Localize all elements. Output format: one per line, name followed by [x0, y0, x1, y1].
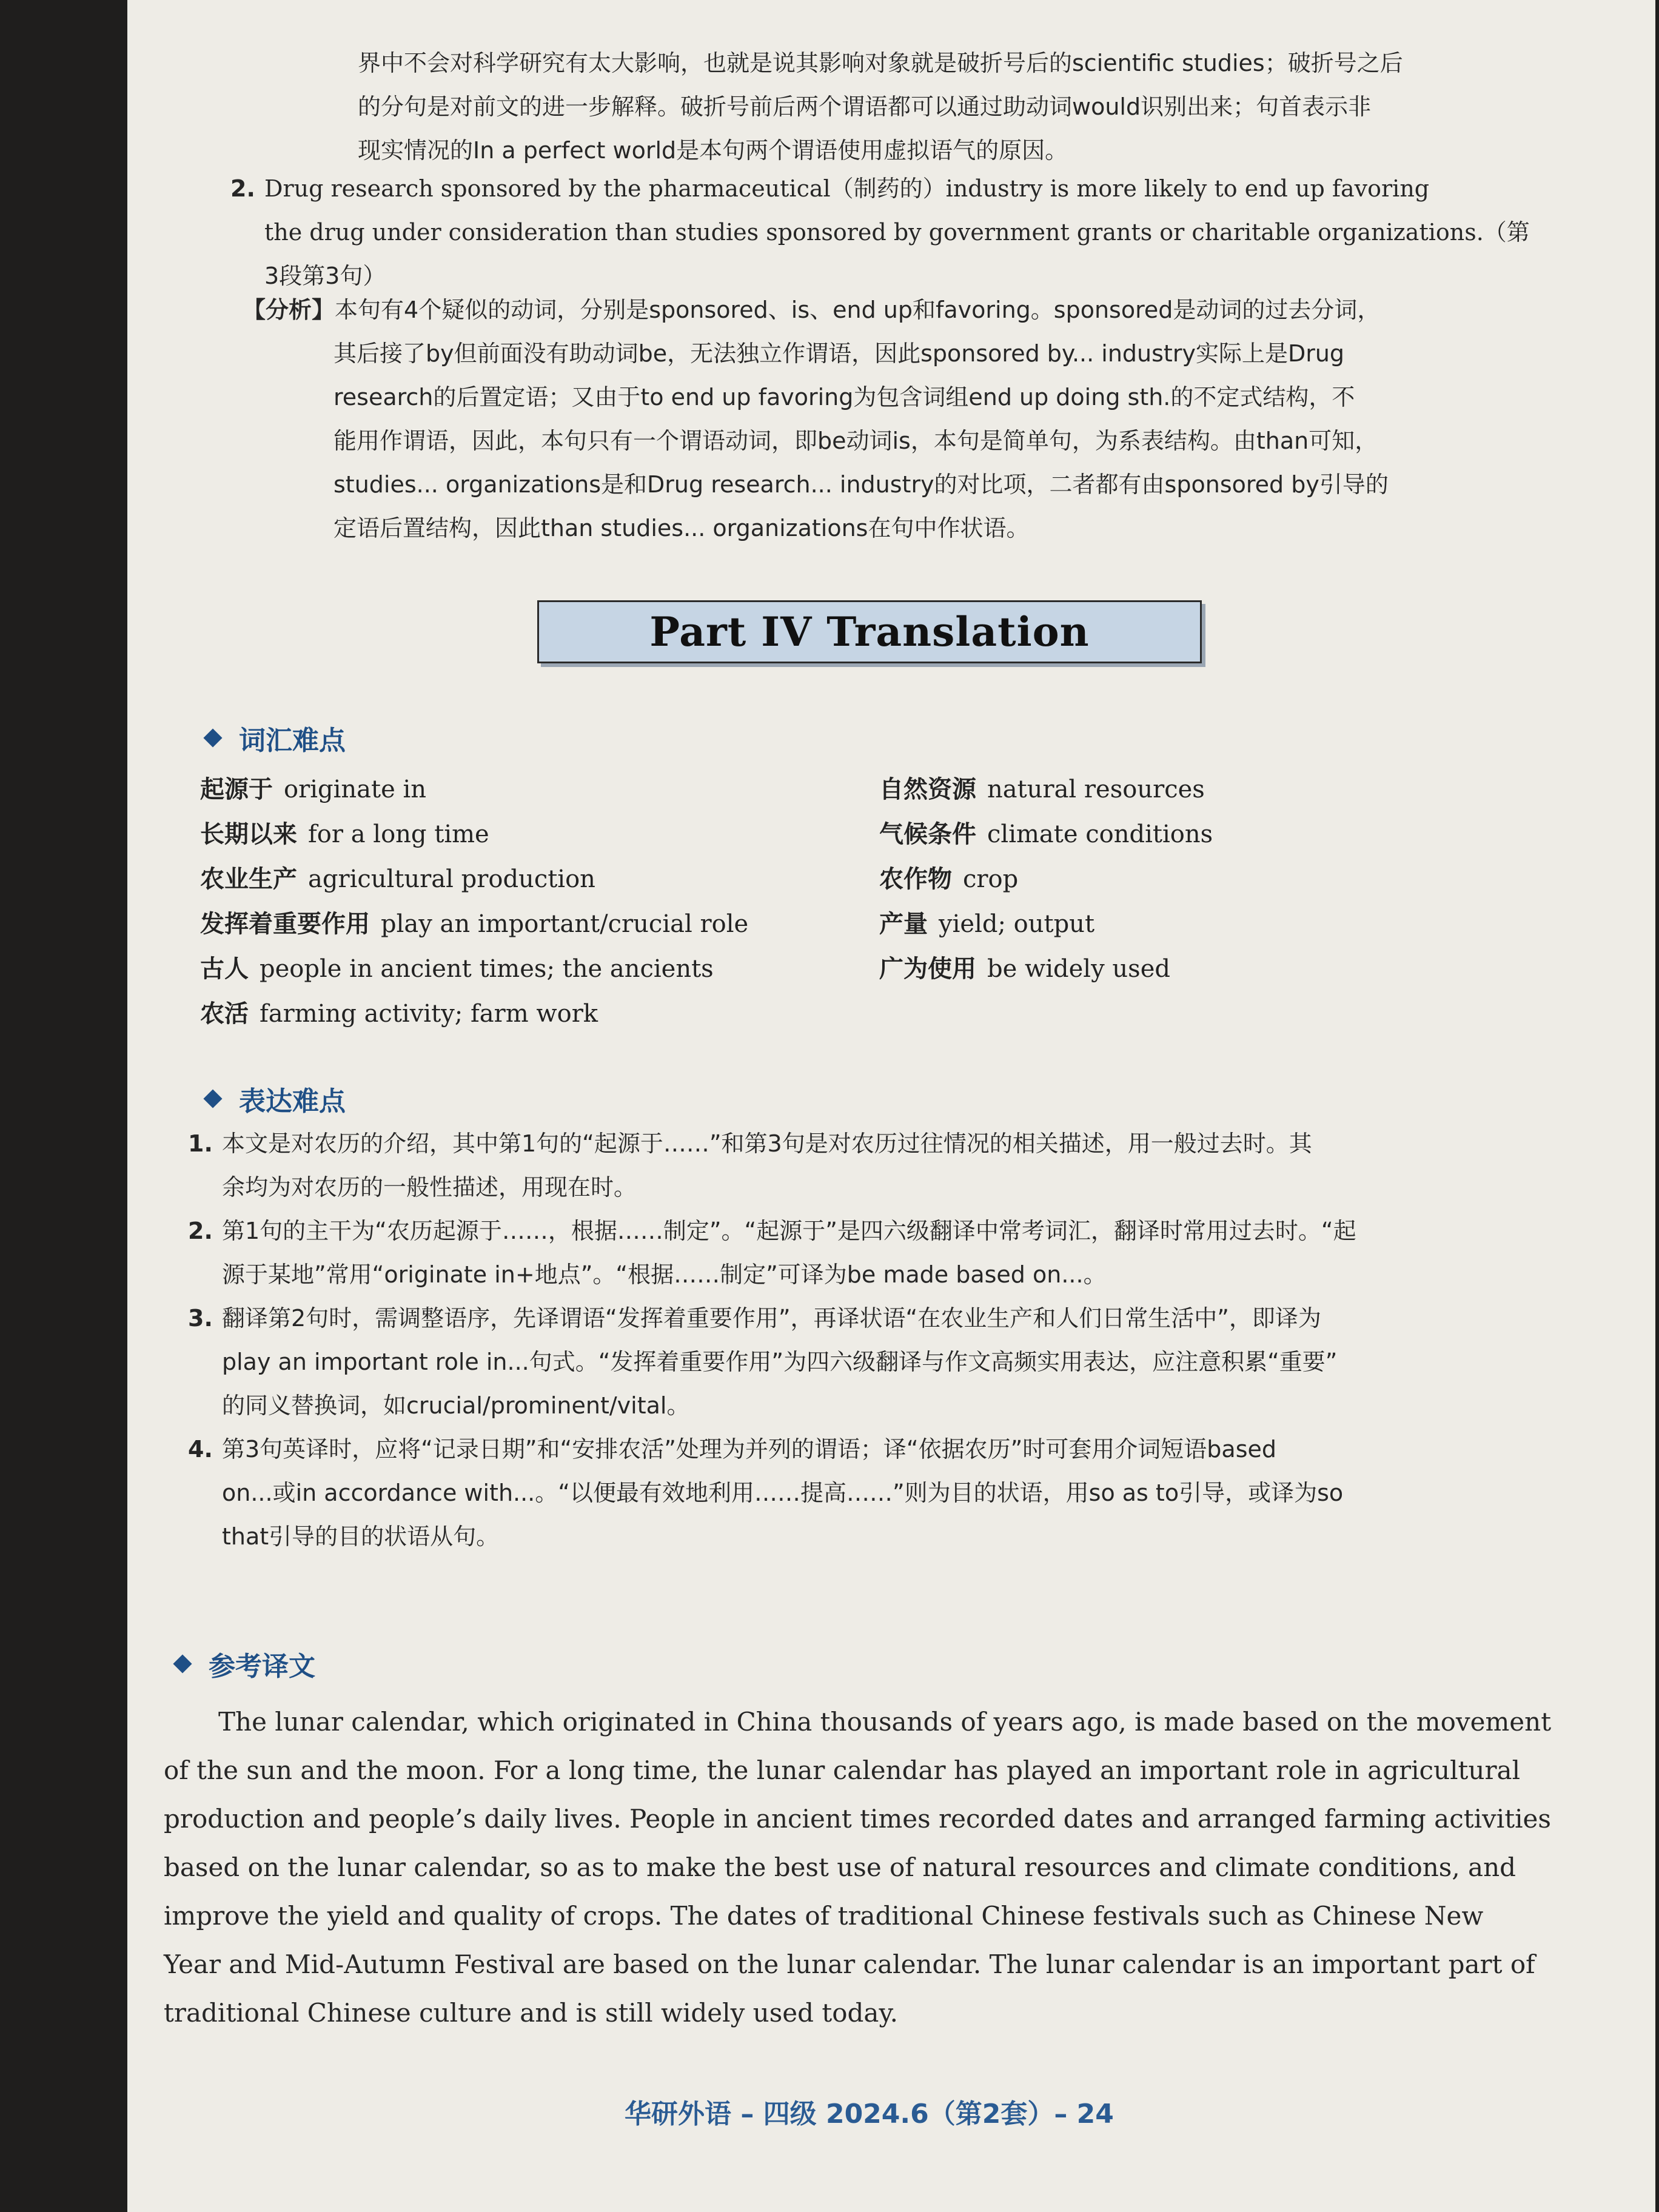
expression-list [188, 1122, 1643, 1558]
sentence-number: 2. [230, 175, 255, 202]
analysis-line-1: 本句有4个疑似的动词，分别是sponsored、is、end up和favoring。sponsored是动词的过去分词， [335, 297, 1381, 323]
vocab-item: 气候条件 climate conditions [879, 820, 1213, 848]
reference-heading-text: 参考译文 [209, 1651, 315, 1682]
sentence-2 [230, 167, 1643, 298]
sentence-2-line-3: 3段第3句） [264, 263, 386, 289]
vocab-item: 自然资源 natural resources [879, 776, 1205, 803]
vocab-item: 产量 yield; output [879, 910, 1095, 938]
reference-heading [176, 1644, 315, 1683]
vocab-left-column [200, 767, 867, 1036]
intro-paragraph [358, 41, 1631, 172]
analysis-block [243, 288, 1643, 550]
vocab-right-column [879, 767, 1546, 991]
expression-item: 3. 翻译第2句时，需调整语序，先译谓语“发挥着重要作用”，再译状语“在农业生产和人们日常生活中”，即译为 play an important role in...句式。“发挥着重要作用”为四六级翻译与作文高频实用表达，应注意积累“重要” 的同义替换词，如crucial/prominent/vital。 [188, 1305, 1338, 1419]
vocab-item: 农活 farming activity; farm work [200, 1000, 598, 1028]
expression-item: 1. 本文是对农历的介绍，其中第1句的“起源于……”和第3句是对农历过往情况的相关描述，用一般过去时。其 余均为对农历的一般性描述，用现在时。 [188, 1130, 1312, 1201]
page [127, 0, 1655, 2212]
reference-paragraph: The lunar calendar, which originated in China thousands of years ago, is made based on the movement of the sun and the moon. For a long time, the lunar calendar has played an important role in agricultural production and people’s daily lives. People in ancient times recorded dates and arranged farming activities based on the lunar calendar, so as to make the best use of natural resources and climate conditions, and improve the yield and quality of crops. The dates of traditional Chinese festivals such as Chinese New Year and Mid-Autumn Festival are based on the lunar calendar. The lunar calendar is an important part of traditional Chinese culture and is still widely used today. [164, 1707, 1552, 2028]
analysis-line-6: 定语后置结构，因此than studies... organizations在句中作状语。 [333, 515, 1030, 541]
expression-item: 2. 第1句的主干为“农历起源于……，根据……制定”。“起源于”是四六级翻译中常考词汇，翻译时常用过去时。“起 源于某地”常用“originate in+地点”。“根据……制定”可译为be made based on...。 [188, 1218, 1356, 1288]
analysis-label: 【分析】 [243, 297, 335, 323]
intro-line-1: 界中不会对科学研究有太大影响，也就是说其影响对象就是破折号后的scientific studies；破折号之后 [358, 50, 1403, 76]
diamond-icon [203, 1089, 222, 1108]
vocab-heading [206, 719, 346, 757]
expression-heading [206, 1079, 346, 1118]
vocab-heading-text: 词汇难点 [239, 725, 346, 756]
diamond-icon [173, 1654, 192, 1673]
vocab-item: 农业生产 agricultural production [200, 865, 595, 893]
sentence-2-line-1: Drug research sponsored by the pharmaceutical（制药的）industry is more likely to end up favoring [264, 175, 1430, 202]
vocab-item: 长期以来 for a long time [200, 820, 489, 848]
page-footer: 华研外语 – 四级 2024.6（第2套）– 24 [625, 2099, 1114, 2130]
vocab-item: 起源于 originate in [200, 776, 427, 803]
vocab-item: 发挥着重要作用 play an important/crucial role [200, 910, 749, 938]
expression-item: 4. 第3句英译时，应将“记录日期”和“安排农活”处理为并列的谓语；译“依据农历”时可套用介词短语based on...或in accordance with...。“以便最有效地利用……提高……”则为目的状语，用so as to引导，或译为so that引导的目的状语从句。 [188, 1436, 1344, 1550]
analysis-line-3: research的后置定语；又由于to end up favoring为包含词组end up doing sth.的不定式结构，不 [333, 384, 1355, 411]
intro-line-2: 的分句是对前文的进一步解释。破折号前后两个谓语都可以通过助动词would识别出来；句首表示非 [358, 93, 1372, 120]
vocab-item: 广为使用 be widely used [879, 955, 1170, 983]
analysis-line-4: 能用作谓语，因此，本句只有一个谓语动词，即be动词is，本句是简单句，为系表结构。由than可知， [333, 427, 1378, 454]
sentence-2-line-2: the drug under consideration than studies sponsored by government grants or charitable organizations.（第 [264, 219, 1530, 246]
expression-heading-text: 表达难点 [239, 1086, 346, 1117]
analysis-line-5: studies... organizations是和Drug research... industry的对比项，二者都有由sponsored by引导的 [333, 471, 1389, 498]
analysis-line-2: 其后接了by但前面没有助动词be，无法独立作谓语，因此sponsored by... industry实际上是Drug [333, 340, 1345, 367]
vocab-item: 农作物 crop [879, 865, 1019, 893]
intro-line-3: 现实情况的In a perfect world是本句两个谓语使用虚拟语气的原因。 [358, 137, 1068, 164]
vocab-item: 古人 people in ancient times; the ancients [200, 955, 714, 983]
part-title: Part IV Translation [649, 608, 1090, 655]
diamond-icon [203, 728, 222, 747]
part-title-box [537, 600, 1202, 663]
